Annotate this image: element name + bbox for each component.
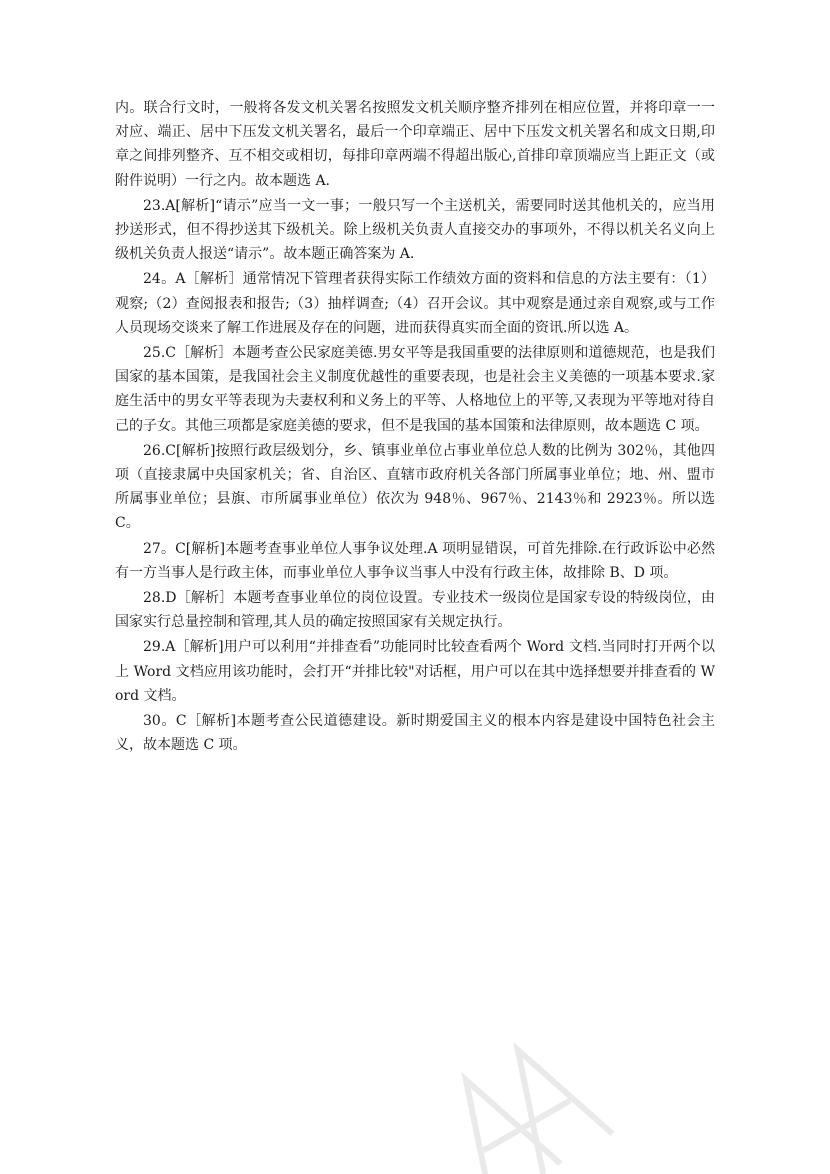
watermark-seal-icon [404, 1008, 626, 1174]
paragraph-answer-30: 30。C［解析]本题考查公民道德建设。新时期爱国主义的根本内容是建设中国特色社会主义，故本题选 C 项。 [115, 713, 715, 754]
paragraph-answer-27: 27。C[解析]本题考查事业单位人事争议处理.A 项明显错误，可首先排除.在行政诉讼中必然有一方当事人是行政主体，而事业单位人事争议当事人中没有行政主体，故排除 B、D 项。 [115, 540, 715, 581]
document-body [115, 96, 715, 757]
paragraph-answer-24: 24。A［解析］通常情况下管理者获得实际工作绩效方面的资料和信息的方法主要有：（1）观察;（2）查阅报表和报告;（3）抽样调查;（4）召开会议。其中观察是通过亲自观察,或与工作人员现场交谈来了解工作进展及存在的问题，进而获得真实而全面的资讯.所以选 A。 [115, 271, 715, 336]
paragraph-answer-25: 25.C［解析］本题考查公民家庭美德.男女平等是我国重要的法律原则和道德规范，也是我们国家的基本国策，是我国社会主义制度优越性的重要表现，也是社会主义美德的一项基本要求.家庭生活中的男女平等表现为夫妻权利和义务上的平等、人格地位上的平等,又表现为平等地对待自己的子女。其他三项都是家庭美德的要求，但不是我国的基本国策和法律原则，故本题选 C 项。 [115, 345, 715, 434]
paragraph-continuation: 内。联合行文时，一般将各发文机关署名按照发文机关顺序整齐排列在相应位置，并将印章一一对应、端正、居中下压发文机关署名，最后一个印章端正、居中下压发文机关署名和成文日期,印章之间排列整齐、互不相交或相切，每排印章两端不得超出版心,首排印章顶端应当上距正文（或附件说明）一行之内。故本题选 A. [115, 100, 715, 189]
paragraph-answer-23: 23.A[解析]“请示”应当一文一事；一般只写一个主送机关，需要同时送其他机关的，应当用抄送形式，但不得抄送其下级机关。除上级机关负责人直接交办的事项外，不得以机关名义向上级机关负责人报送“请示”。故本题正确答案为 A. [115, 197, 715, 263]
paragraph-answer-28: 28.D［解析］本题考查事业单位的岗位设置。专业技术一级岗位是国家专设的特级岗位，由国家实行总量控制和管理,其人员的确定按照国家有关规定执行。 [115, 590, 715, 631]
paragraph-answer-29: 29.A［解析]用户可以利用“并排查看”功能同时比较查看两个 Word 文档.当同时打开两个以上 Word 文档应用该功能时，会打开“并排比较"对话框，用户可以在其中选择想要并排查看的 Word 文档。 [115, 639, 715, 704]
paragraph-answer-26: 26.C[解析]按照行政层级划分，乡、镇事业单位占事业单位总人数的比例为 302％，其他四项（直接隶属中央国家机关；省、自治区、直辖市政府机关各部门所属事业单位；地、州、盟市所属事业单位；县旗、市所属事业单位）依次为 948％、967％、2143％和 2923％。所以选 C。 [115, 442, 715, 532]
